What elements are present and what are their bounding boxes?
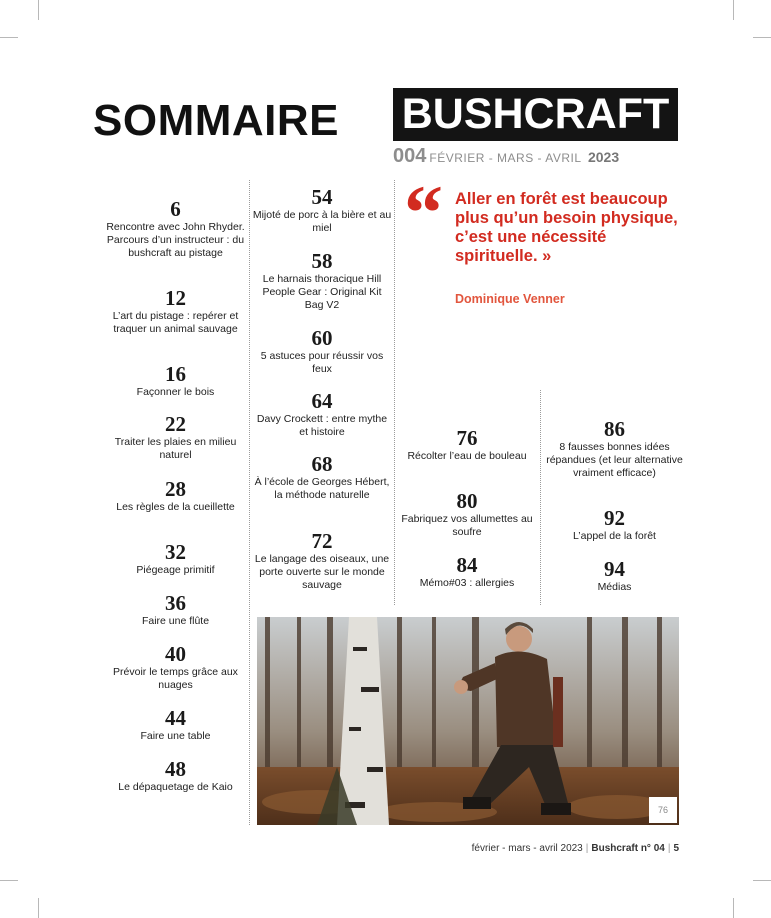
toc-title: Piégeage primitif [136,564,215,576]
toc-page-number: 28 [165,477,186,501]
toc-title: Prévoir le temps grâce aux nuages [113,666,238,691]
toc-entry[interactable] [543,558,686,594]
toc-page-number: 84 [456,553,478,577]
toc-entry[interactable] [397,427,537,463]
column-divider [249,180,250,825]
toc-entry[interactable] [252,530,392,592]
toc-page-number: 54 [311,185,333,209]
toc-page-number: 60 [311,326,333,350]
issue-year: 2023 [587,149,620,165]
toc-page-number: 72 [311,529,333,553]
toc-entry[interactable] [252,250,392,312]
toc-entry[interactable] [252,390,392,439]
photo-page-tag: 76 [649,797,677,823]
toc-entry[interactable] [252,453,392,502]
toc-page-number: 94 [604,557,625,581]
toc-entry[interactable] [103,198,248,260]
toc-page-number: 64 [311,389,333,413]
toc-page-number: 76 [456,426,478,450]
issue-number: 004 [393,145,427,167]
crop-mark [38,0,39,20]
footer-separator: | [667,843,671,854]
toc-title: À l’école de Georges Hébert, la méthode naturelle [254,476,390,501]
toc-title: L’appel de la forêt [573,530,656,542]
crop-mark [38,898,39,918]
toc-page-number: 58 [311,249,333,273]
cover-photo[interactable] [257,617,679,825]
toc-page-number: 68 [311,452,333,476]
forest-illustration [257,617,679,825]
quote-mark-icon: “ [404,169,443,256]
crop-mark [753,37,771,38]
toc-entry[interactable] [397,490,537,539]
toc-page-number: 80 [456,489,478,513]
toc-page-number: 48 [165,757,186,781]
toc-title: Faire une flûte [141,615,210,627]
toc-entry[interactable] [397,554,537,590]
toc-entry[interactable] [252,327,392,376]
toc-page-number: 40 [165,642,186,666]
toc-title: Mijoté de porc à la bière et au miel [252,209,392,234]
toc-entry[interactable] [103,643,248,692]
toc-entry[interactable] [103,287,248,336]
toc-title: Rencontre avec John Rhyder. Parcours d’un instructeur : du bushcraft au pistage [106,221,245,259]
toc-entry[interactable] [543,507,686,543]
toc-entry[interactable] [103,413,248,462]
toc-page-number: 16 [165,362,186,386]
toc-title: Davy Crockett : entre mythe et histoire [256,413,388,438]
page-title: SOMMAIRE [93,96,339,145]
toc-entry[interactable] [103,363,248,399]
toc-page-number: 6 [170,197,181,221]
toc-entry[interactable] [103,478,248,514]
issue-info [393,145,693,168]
toc-entry[interactable] [103,707,248,743]
toc-page-number: 22 [165,412,186,436]
toc-title: Fabriquez vos allumettes au soufre [401,513,533,538]
issue-months: FÉVRIER - MARS - AVRIL [429,151,582,165]
magazine-name: BUSHCRAFT [401,90,670,138]
toc-title: Les règles de la cueillette [116,501,235,513]
crop-mark [753,880,771,881]
pull-quote: Aller en forêt est beaucoup plus qu’un besoin physique, c’est une nécessité spirituelle. » [455,190,678,265]
toc-title: Faire une table [140,730,211,742]
toc-entry[interactable] [103,758,248,794]
footer-date: février - mars - avril 2023 [471,843,583,854]
toc-title: L’art du pistage : repérer et traquer un animal sauvage [112,310,239,335]
footer-separator: | [585,843,589,854]
toc-title: Médias [597,581,632,593]
toc-title: Le harnais thoracique Hill People Gear : Original Kit Bag V2 [262,273,382,311]
toc-page-number: 32 [165,540,186,564]
quote-author: Dominique Venner [455,292,565,306]
crop-mark [733,0,734,20]
footer-page-number: 5 [673,843,679,854]
crop-mark [0,880,18,881]
toc-title: Mémo#03 : allergies [419,577,515,589]
toc-page-number: 36 [165,591,186,615]
toc-entry[interactable] [103,541,248,577]
column-divider [540,390,541,605]
toc-page-number: 12 [165,286,186,310]
footer-magazine: Bushcraft n° 04 [591,843,665,854]
magazine-logo [393,88,678,141]
toc-title: Le dépaquetage de Kaio [118,781,233,793]
toc-entry[interactable] [252,186,392,235]
toc-title: 5 astuces pour réussir vos feux [260,350,384,375]
toc-page-number: 86 [604,417,625,441]
toc-title: Traiter les plaies en milieu naturel [114,436,237,461]
toc-title: 8 fausses bonnes idées répandues (et leur alternative vraiment efficace) [546,441,683,479]
toc-title: Le langage des oiseaux, une porte ouverte sur le monde sauvage [254,553,390,591]
toc-title: Façonner le bois [136,386,215,398]
page-footer [472,843,679,854]
toc-entry[interactable] [543,418,686,480]
toc-entry[interactable] [103,592,248,628]
toc-title: Récolter l’eau de bouleau [407,450,527,462]
crop-mark [733,898,734,918]
crop-mark [0,37,18,38]
toc-page-number: 44 [165,706,186,730]
toc-page-number: 92 [604,506,625,530]
column-divider [394,180,395,605]
